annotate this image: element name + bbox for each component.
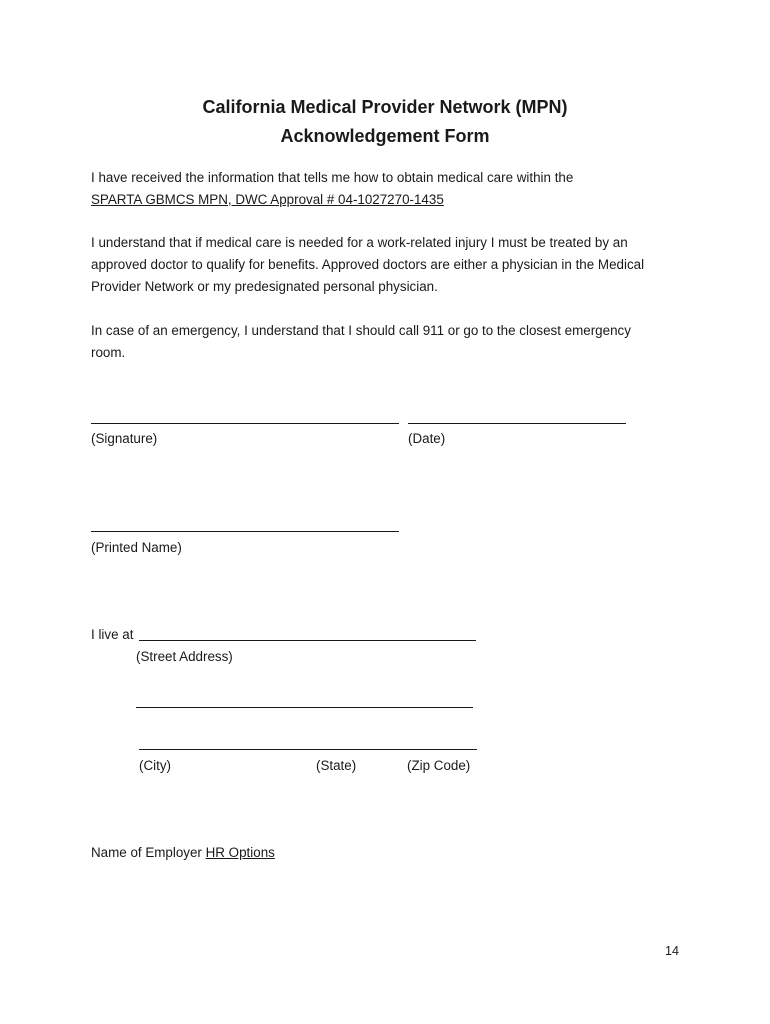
treatment-paragraph <box>91 232 691 298</box>
form-title-line-1: California Medical Provider Network (MPN) <box>202 97 568 117</box>
employer-label: Name of Employer <box>91 845 202 860</box>
treatment-line-1: I understand that if medical care is needed for a work-related injury I must be treated by an <box>91 235 628 250</box>
employer-row <box>91 844 275 862</box>
emergency-line-2: room. <box>91 345 126 360</box>
page-number: 14 <box>665 944 679 958</box>
treatment-line-3: Provider Network or my predesignated personal physician. <box>91 279 438 294</box>
city-label: (City) <box>139 758 171 773</box>
live-at-label: I live at <box>91 627 134 642</box>
city-state-zip-line[interactable] <box>139 749 477 750</box>
printed-name-line[interactable] <box>91 531 399 532</box>
emergency-line-1: In case of an emergency, I understand that I should call 911 or go to the closest emergency <box>91 323 631 338</box>
date-line[interactable] <box>408 423 626 424</box>
intro-paragraph <box>91 167 691 211</box>
signature-label: (Signature) <box>91 431 158 446</box>
treatment-line-2: approved doctor to qualify for benefits. Approved doctors are either a physician in the Medical <box>91 257 645 272</box>
street-address-label: (Street Address) <box>136 649 233 664</box>
employer-name-value[interactable]: HR Options <box>205 845 275 860</box>
date-label: (Date) <box>408 431 446 446</box>
zip-code-label: (Zip Code) <box>407 758 471 773</box>
intro-line-1: I have received the information that tells me how to obtain medical care within the <box>91 170 574 185</box>
signature-line[interactable] <box>91 423 399 424</box>
emergency-paragraph <box>91 320 691 364</box>
printed-name-label: (Printed Name) <box>91 540 182 555</box>
street-address-line[interactable] <box>139 640 476 641</box>
form-title-line-2: Acknowledgement Form <box>280 126 490 146</box>
state-label: (State) <box>316 758 357 773</box>
mpn-approval-text: SPARTA GBMCS MPN, DWC Approval # 04-1027270-1435 <box>91 192 444 207</box>
address-line-2[interactable] <box>136 707 473 708</box>
